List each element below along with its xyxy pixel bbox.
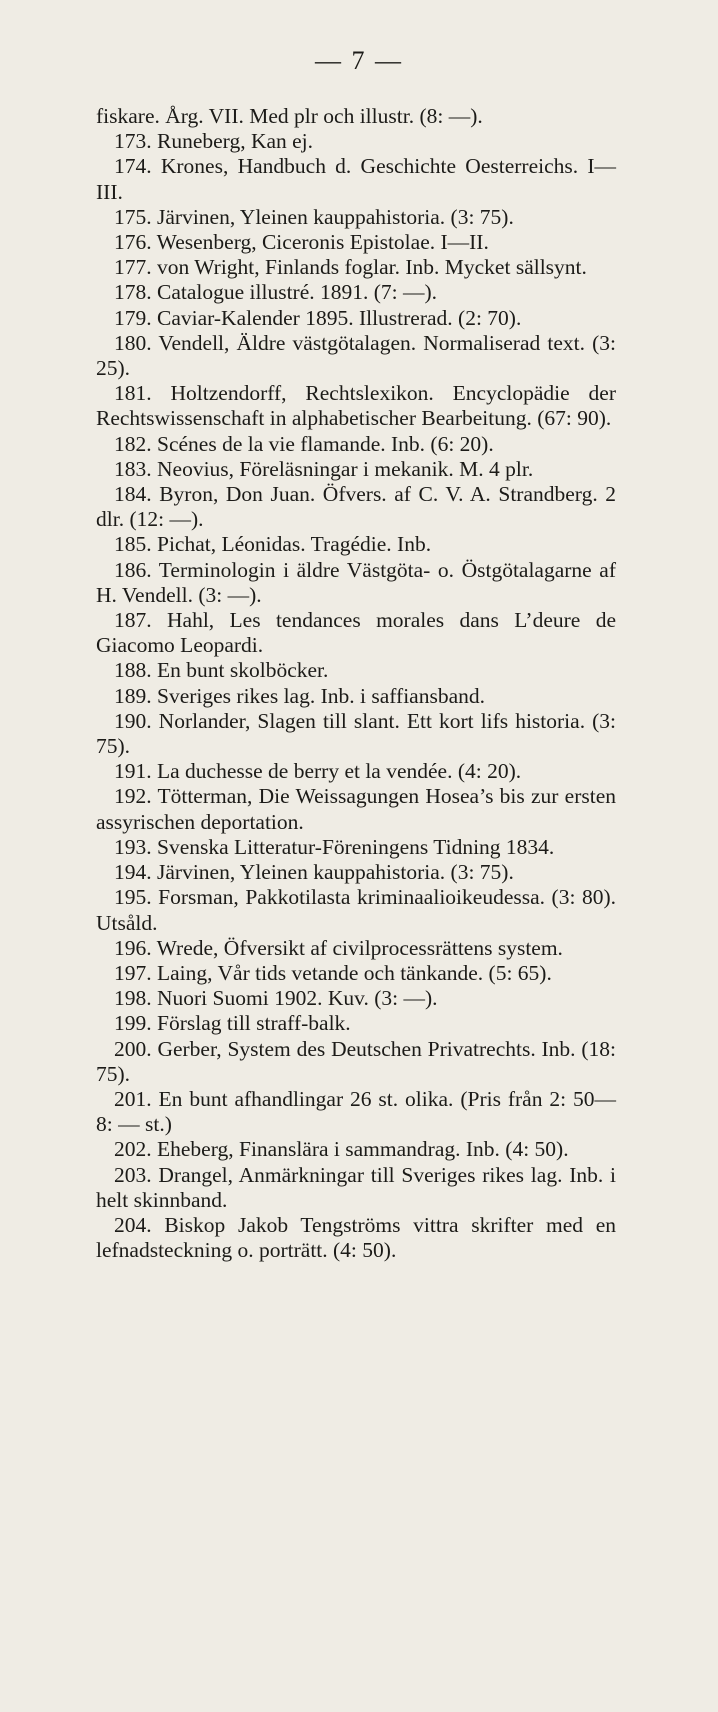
catalog-entry: [96, 986, 616, 1011]
entry-text: Nuori Suomi 1902. Kuv. (3: —).: [157, 986, 438, 1011]
entry-text: Järvinen, Yleinen kauppahistoria. (3: 75).: [157, 204, 514, 229]
entry-text: Byron, Don Juan. Öfvers. af C. V. A. Strandberg. 2 dlr. (12: —).: [96, 482, 616, 532]
catalog-entry: [96, 104, 616, 129]
catalog-entry: [96, 381, 616, 431]
catalog-entry: [96, 205, 616, 230]
catalog-entry: [96, 784, 616, 834]
entry-text: fiskare. Årg. VII. Med plr och illustr. (8: —).: [96, 104, 483, 128]
catalog-entry: [96, 860, 616, 885]
entry-number: 178.: [114, 280, 152, 305]
entry-number: 182.: [114, 431, 152, 456]
catalog-entry: [96, 306, 616, 331]
entry-number: 200.: [114, 1036, 152, 1061]
catalog-entry: [96, 230, 616, 255]
catalog-entry: [96, 1037, 616, 1087]
entry-text: Laing, Vår tids vetande och tänkande. (5: 65).: [157, 960, 552, 985]
entry-number: 195.: [114, 885, 152, 910]
entry-text: Wesenberg, Ciceronis Epistolae. I—II.: [156, 230, 489, 255]
entry-text: Förslag till straff-balk.: [157, 1011, 351, 1036]
entry-text: Gerber, System des Deutschen Privatrechts. Inb. (18: 75).: [96, 1036, 617, 1086]
entry-text: En bunt skolböcker.: [157, 658, 329, 683]
entry-text: Svenska Litteratur-Föreningens Tidning 1834.: [157, 834, 555, 859]
catalog-entry: [96, 457, 616, 482]
entry-number: 196.: [114, 935, 152, 960]
entry-number: 179.: [114, 305, 152, 330]
entry-text: Scénes de la vie flamande. Inb. (6: 20).: [157, 431, 494, 456]
entry-text: Tötterman, Die Weissagungen Hosea’s bis zur ersten assyrischen deportation.: [96, 784, 616, 834]
catalog-entry: [96, 759, 616, 784]
entry-text: Drangel, Anmärkningar till Sveriges rikes lag. Inb. i helt skinnband.: [96, 1162, 616, 1212]
entry-number: 197.: [114, 960, 152, 985]
catalog-entry: [96, 936, 616, 961]
catalog-entry: [96, 608, 616, 658]
entry-number: 194.: [114, 860, 152, 885]
entry-number: 176.: [114, 230, 152, 255]
entry-number: 181.: [114, 381, 152, 406]
entry-text: Wrede, Öfversikt af civilprocessrättens system.: [156, 935, 563, 960]
entry-text: Järvinen, Yleinen kauppahistoria. (3: 75).: [157, 860, 514, 885]
catalog-entry: [96, 154, 616, 204]
entry-text: Forsman, Pakkotilasta kriminaalioikeudessa. (3: 80). Utsåld.: [96, 885, 616, 935]
entry-number: 185.: [114, 532, 152, 557]
entry-text: En bunt afhandlingar 26 st. olika. (Pris från 2: 50—8: — st.): [96, 1086, 617, 1137]
entry-text: Holtzendorff, Rechtslexikon. Encyclopädie der Rechtswissenschaft in alphabetischer Bearbeitung. (67: 90).: [96, 381, 617, 431]
entry-number: 183.: [114, 456, 152, 481]
entry-text: Caviar-Kalender 1895. Illustrerad. (2: 70).: [157, 305, 522, 330]
entry-text: Terminologin i äldre Västgöta- o. Östgötalagarne af H. Vendell. (3: —).: [96, 557, 616, 607]
entry-number: 188.: [114, 658, 152, 683]
catalog-entry: [96, 1137, 616, 1162]
catalog-entry: [96, 961, 616, 986]
catalog-entry: [96, 280, 616, 305]
entry-number: 177.: [114, 255, 152, 280]
entry-text: Pichat, Léonidas. Tragédie. Inb.: [157, 532, 432, 557]
entry-text: Runeberg, Kan ej.: [157, 129, 314, 154]
entry-number: 198.: [114, 986, 152, 1011]
entry-text: Neovius, Föreläsningar i mekanik. M. 4 plr.: [157, 456, 534, 481]
catalog-entry: [96, 684, 616, 709]
catalog-entry: [96, 709, 616, 759]
entry-number: 175.: [114, 204, 152, 229]
entry-text: La duchesse de berry et la vendée. (4: 20).: [157, 759, 522, 784]
entry-number: 190.: [114, 708, 152, 733]
catalog-entry: [96, 658, 616, 683]
entry-text: Vendell, Äldre västgötalagen. Normaliserad text. (3: 25).: [96, 330, 616, 381]
catalog-entry: [96, 1087, 616, 1137]
catalog-entry: [96, 558, 616, 608]
entry-number: 202.: [114, 1137, 152, 1162]
entry-number: 184.: [114, 482, 152, 507]
catalog-entry: [96, 331, 616, 381]
entry-number: 203.: [114, 1162, 152, 1187]
entry-number: 201.: [114, 1086, 152, 1111]
catalog-entry: [96, 432, 616, 457]
entry-number: 189.: [114, 683, 152, 708]
entry-number: 180.: [114, 330, 152, 355]
entry-text: Eheberg, Finanslära i sammandrag. Inb. (4: 50).: [157, 1137, 569, 1162]
entry-text: Sveriges rikes lag. Inb. i saffiansband.: [157, 683, 486, 708]
entry-text: Krones, Handbuch d. Geschichte Oesterreichs. I—III.: [96, 154, 617, 204]
entry-number: 186.: [114, 557, 152, 582]
entry-number: 191.: [114, 759, 152, 784]
entry-number: 204.: [114, 1212, 152, 1237]
catalog-entry: [96, 482, 616, 532]
catalog-entry: [96, 885, 616, 935]
page-number: — 7 —: [315, 46, 403, 75]
entry-text: Hahl, Les tendances morales dans L’deure de Giacomo Leopardi.: [96, 608, 616, 658]
entry-number: 187.: [114, 608, 152, 633]
entry-text: von Wright, Finlands foglar. Inb. Mycket sällsynt.: [157, 255, 587, 280]
catalog-entry: [96, 255, 616, 280]
entry-text: Norlander, Slagen till slant. Ett kort lifs historia. (3: 75).: [96, 708, 616, 759]
catalog-entry: [96, 1011, 616, 1036]
entry-text: Biskop Jakob Tengströms vittra skrifter med en lefnadsteckning o. porträtt. (4: 50).: [96, 1212, 617, 1263]
catalog-entry: [96, 1163, 616, 1213]
entry-number: 193.: [114, 834, 152, 859]
catalog-entry: [96, 129, 616, 154]
entry-number: 173.: [114, 129, 152, 154]
catalog-entries: [96, 104, 616, 1263]
entry-text: Catalogue illustré. 1891. (7: —).: [157, 280, 438, 305]
entry-number: 192.: [114, 784, 152, 809]
catalog-entry: [96, 1213, 616, 1263]
entry-number: 174.: [114, 154, 152, 179]
catalog-entry: [96, 532, 616, 557]
entry-number: 199.: [114, 1011, 152, 1036]
catalog-entry: [96, 835, 616, 860]
